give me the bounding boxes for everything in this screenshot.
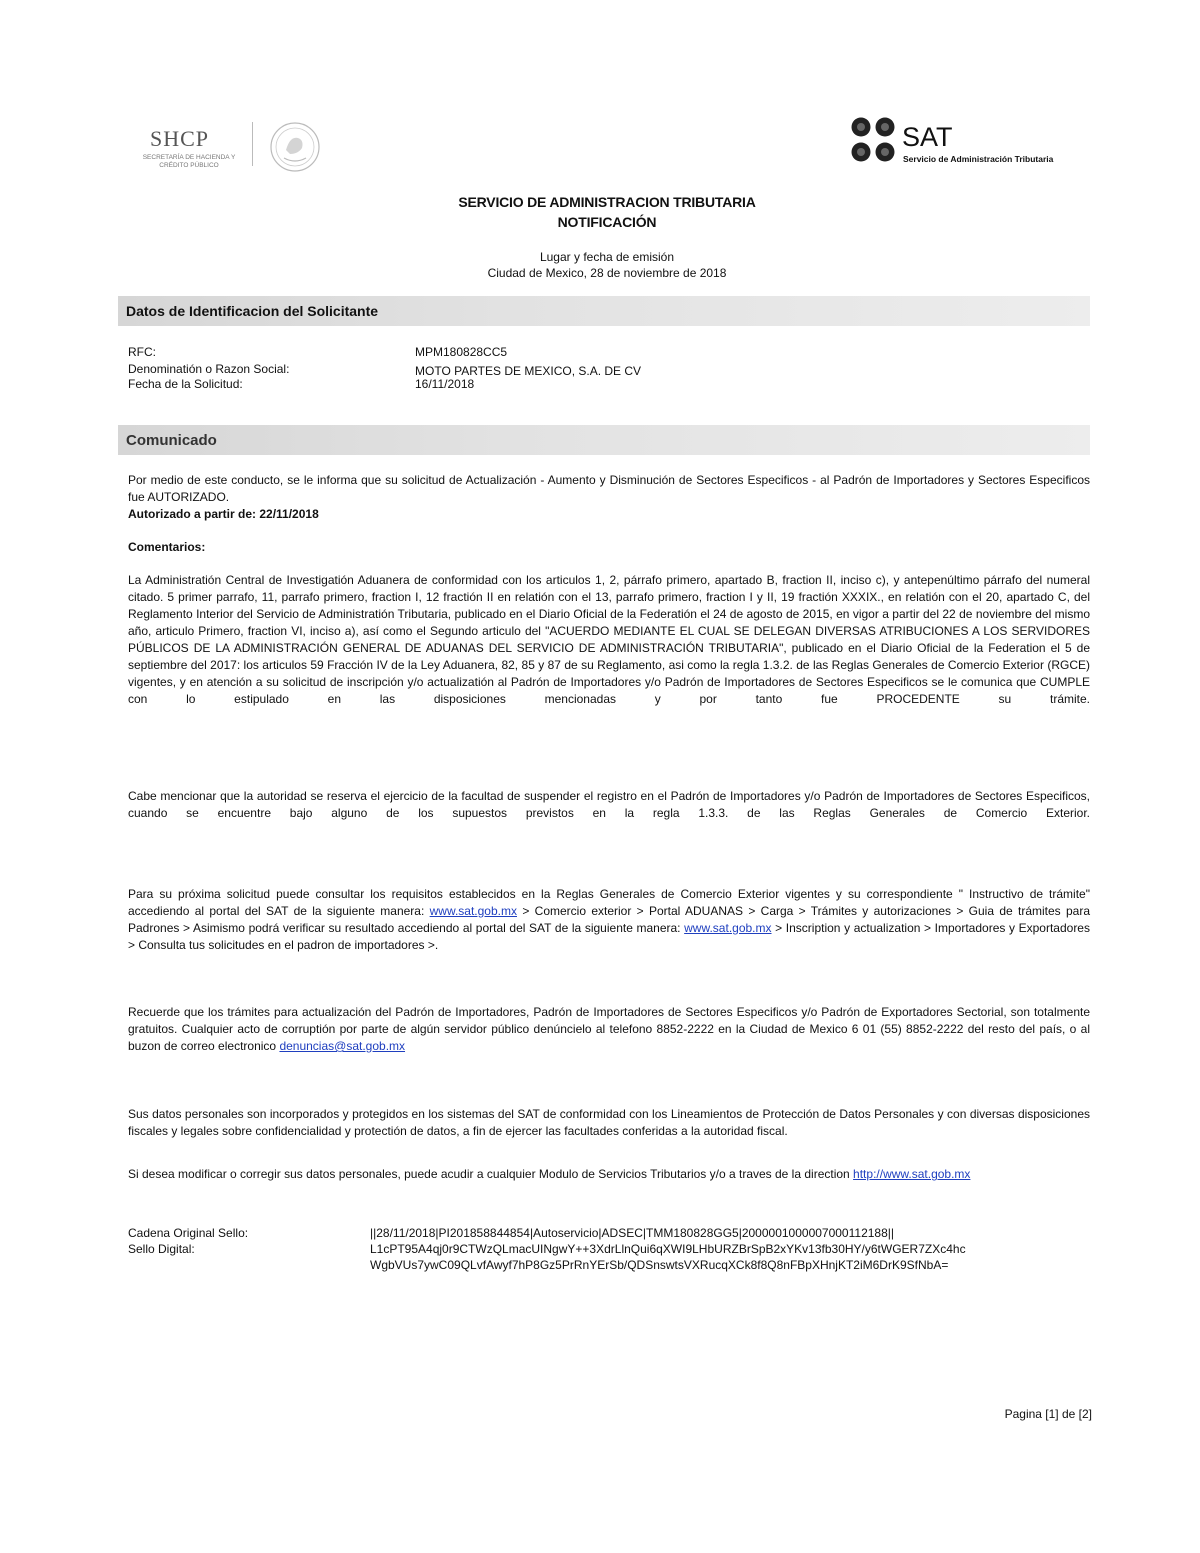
- legal-paragraph: La Administratión Central de Investigatión Aduanera de conformidad con los articulos 1, 2, párrafo primero, apartado B, fraction II, inciso c), y antepenúltimo párrafo del numeral citado. 5 primer parrafo, 11, parrafo primero, fraction I, 12 fractión II en relatión con el 13, parrafo primero, fraction I y II, 19 fractión XXXIX., en relatión con el 20, apartado C, del Reglamento Interior del Servicio de Administratión Tributaria, publicado en el Diario Oficial de la Federatión el 24 de agosto de 2015, en vigor a partir del 22 de noviembre del mismo año, articulo Primero, fraction VI, inciso a), así como el Segundo articulo del "ACUERDO MEDIANTE EL CUAL SE DELEGAN DIVERSAS ATRIBUCIONES A LOS SERVIDORES PÚBLICOS DE LA ADMINISTRACIÓN GENERAL DE ADUANAS DEL SERVICIO DE ADMINISTRACIÓN TRIBUTARIA", publicado en el Diario Oficial de la Federation el 5 de septiembre del 2017: los articulos 59 Fracción IV de la Ley Aduanera, 82, 85 y 87 de su Reglamento, asi como la regla 1.3.2. de las Reglas Generales de Comercio Exterior (RGCE) vigentes, y en atención a su solicitud de inscripción y/o actualizatión al Padrón de Importadores y/o Padrón de Importadores de Sectores Especificos se le comunica que CUMPLE con lo estipulado en las disposiciones mencionadas y por tanto fue PROCEDENTE su trámite.: [128, 573, 1090, 706]
- request-date-value: 16/11/2018: [415, 377, 475, 391]
- authorized-from: Autorizado a partir de: 22/11/2018: [128, 507, 319, 521]
- comments-label: Comentarios:: [128, 540, 206, 554]
- privacy-paragraph: Sus datos personales son incorporados y protegidos en los sistemas del SAT de conformidad con los Lineamientos de Protección de Datos Personales y con diversas disposiciones fiscales y legales sobre confidencialidad y protectión de datos, a fin de ejercer las facultades conferidas a la autoridad fiscal.: [128, 1107, 1090, 1138]
- sat-name: SAT: [902, 122, 953, 152]
- next-request-text-b: > Comercio exterior > Portal ADUANAS > Carga > Trámites y autorizaciones > Guia de trámites para Padrones > Asimismo podrá verificar su resultado accediendo al portal del SAT de la siguiente manera:: [128, 904, 1091, 935]
- company-name-value: MOTO PARTES DE MEXICO, S.A. DE CV: [415, 364, 642, 378]
- next-request-text-c: > Inscription y actualization > Importadores y Exportadores > Consulta tus solicitudes en el padron de importadores >.: [128, 921, 1090, 952]
- rfc-label: RFC:: [128, 345, 156, 359]
- identification-title: Datos de Identificacion del Solicitante: [126, 303, 379, 319]
- company-name-label: Denominatión o Razon Social:: [128, 362, 290, 376]
- next-request-paragraph: [128, 886, 1090, 954]
- request-date-label: Fecha de la Solicitud:: [128, 377, 243, 391]
- emission-label: Lugar y fecha de emisión: [539, 250, 675, 264]
- communication-title: Comunicado: [126, 432, 217, 449]
- document-title: SERVICIO DE ADMINISTRACION TRIBUTARIA: [458, 194, 756, 210]
- free-procedures-paragraph: [128, 1004, 1090, 1055]
- digital-seal-line-2: WgbVUs7ywC09QLvfAwyf7hP8Gz5PrRnYErSb/QDSnswtsVXRucqXCk8f8Q8nFBpXHnjKT2iM6DrK9SfNbA=: [370, 1258, 949, 1272]
- intro-paragraph: Por medio de este conducto, se le informa que su solicitud de Actualización - Aumento y Disminución de Sectores Especificos - al Padrón de Importadores y Sectores Especificos fue AUTORIZADO.: [128, 473, 1090, 504]
- free-procedures-text: Recuerde que los trámites para actualización del Padrón de Importadores, Padrón de Importadores de Sectores Especificos y/o Padrón de Exportadores Sectorial, son totalmente gratuitos. Cualquier acto de corruptión por parte de algún servidor público denúncielo al telefono 8852-2222 en la Ciudad de Mexico 6 01 (55) 8852-2222 del resto del país, o al buzon de correo electronico: [128, 1005, 1090, 1053]
- shcp-logo: [134, 118, 334, 178]
- document-subtitle: NOTIFICACIÓN: [557, 214, 657, 230]
- logo-divider: [252, 122, 253, 166]
- identification-header: [118, 296, 1090, 326]
- original-seal-label: Cadena Original Sello:: [128, 1226, 249, 1240]
- shcp-subtitle: SECRETARÍA DE HACIENDA Y CRÉDITO PÚBLICO: [142, 154, 236, 169]
- original-seal-value: ||28/11/2018|PI201858844854|Autoservicio|ADSEC|TMM180828GG5|2000001000007000112188||: [370, 1226, 894, 1240]
- suspension-paragraph: Cabe mencionar que la autoridad se reserva el ejercicio de la facultad de suspender el registro en el Padrón de Importadores y/o Padrón de Importadores de Sectores Especificos, cuando se encuentre bajo alguno de los supuestos previstos en la regla 1.3.3. de las Reglas Generales de Comercio Exterior.: [128, 789, 1090, 820]
- digital-seal-line-1: L1cPT95A4qj0r9CTWzQLmacUINgwY++3XdrLlnQui6qXWI9LHbURZBrSpB2xYKv13fb30HY/y6tWGER7ZXc4hc: [370, 1242, 966, 1256]
- sat-dots-icon: [850, 116, 898, 164]
- coat-of-arms-icon: [268, 120, 322, 174]
- emission-value: Ciudad de Mexico, 28 de noviembre de 2018: [487, 266, 727, 280]
- digital-seal-label: Sello Digital:: [128, 1242, 195, 1256]
- denuncias-email-link[interactable]: denuncias@sat.gob.mx: [279, 1039, 406, 1053]
- sat-logo: [850, 116, 1080, 168]
- sat-link-1[interactable]: www.sat.gob.mx: [429, 904, 517, 918]
- personal-data-text: Si desea modificar o corregir sus datos personales, puede acudir a cualquier Modulo de Servicios Tributarios y/o a traves de la direction: [128, 1167, 854, 1181]
- communication-header: [118, 425, 1090, 455]
- shcp-name: SHCP: [150, 126, 210, 151]
- next-request-text-a: Para su próxima solicitud puede consultar los requisitos establecidos en la Reglas Generales de Comercio Exterior vigentes y su correspondiente " Instructivo de trámite" accediendo al portal del SAT de la siguiente manera:: [128, 887, 1090, 918]
- rfc-value: MPM180828CC5: [415, 345, 508, 359]
- page-number: Pagina [1] de [2]: [1004, 1407, 1092, 1421]
- sat-link-2[interactable]: www.sat.gob.mx: [684, 921, 772, 935]
- sat-website-link[interactable]: http://www.sat.gob.mx: [853, 1167, 971, 1181]
- sat-subtitle: Servicio de Administración Tributaria: [903, 154, 1054, 164]
- personal-data-paragraph: [128, 1166, 1090, 1183]
